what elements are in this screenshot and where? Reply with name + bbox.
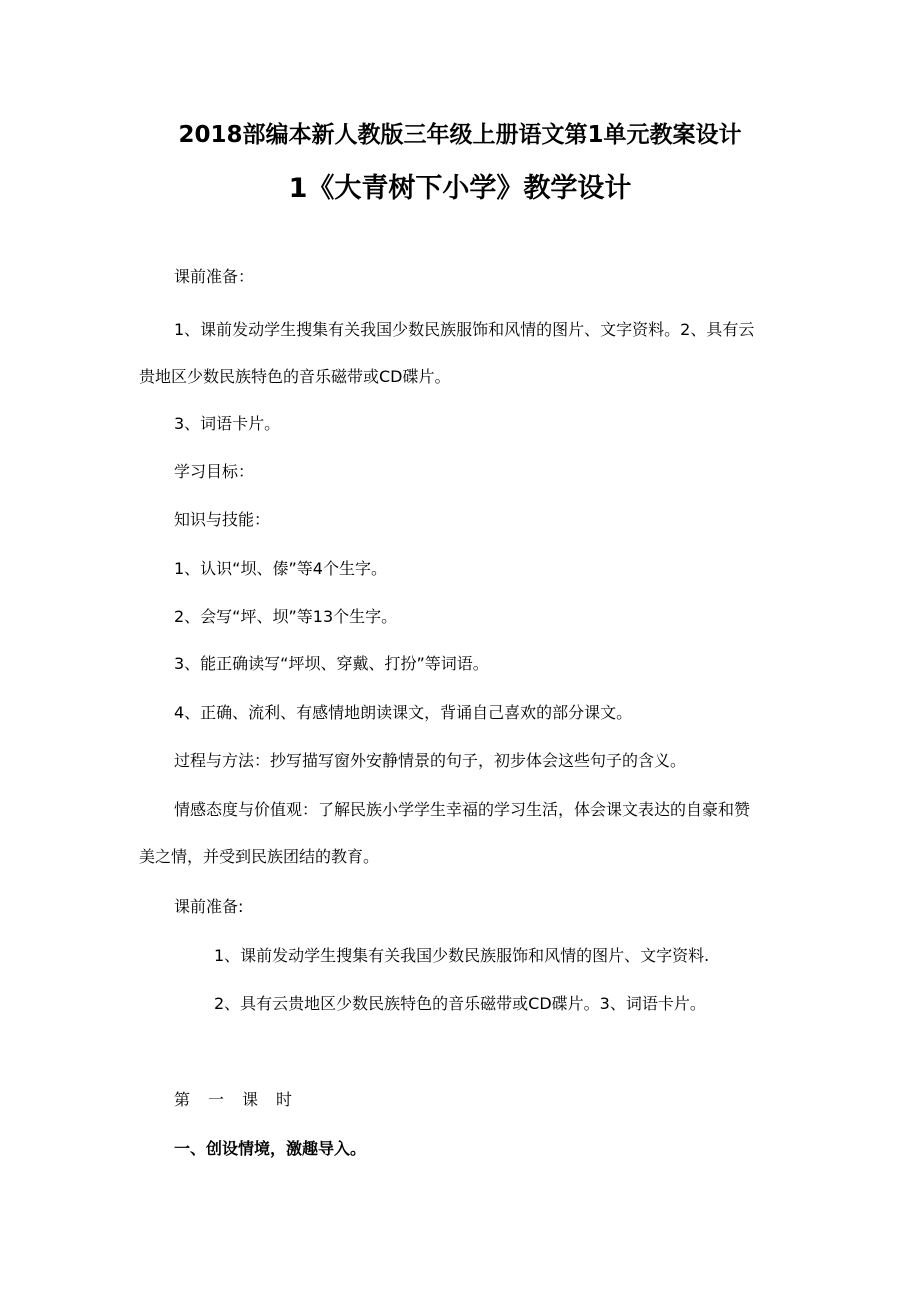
section-heading-preparation: 课前准备： [174, 267, 255, 286]
lesson-period-heading: 第一课时 [174, 1090, 311, 1109]
emotion-values-line: 美之情，并受到民族团结的教育。 [139, 847, 380, 866]
paragraph-line: 3、词语卡片。 [174, 414, 281, 433]
objective-item: 1、认识“坝、傣”等4个生字。 [174, 559, 387, 578]
process-method-line: 过程与方法：抄写描写窗外安静情景的句子，初步体会这些句子的含义。 [174, 751, 687, 770]
document-title: 2018部编本新人教版三年级上册语文第1单元教案设计 [178, 122, 742, 148]
objective-item: 2、会写“坪、坝”等13个生字。 [174, 607, 398, 626]
subheading-knowledge: 知识与技能： [174, 510, 271, 529]
emotion-values-line: 情感态度与价值观：了解民族小学学生幸福的学习生活，体会课文表达的自豪和赞 [174, 800, 751, 819]
preparation-item: 1、课前发动学生搜集有关我国少数民族服饰和风情的图片、文字资料. [214, 946, 710, 965]
paragraph-line: 1、课前发动学生搜集有关我国少数民族服饰和风情的图片、文字资料。2、具有云 [174, 320, 755, 339]
lesson-title: 1《大青树下小学》教学设计 [288, 173, 632, 204]
section-heading-preparation: 课前准备: [174, 897, 244, 916]
objective-item: 4、正确、流利、有感情地朗读课文，背诵自己喜欢的部分课文。 [174, 703, 633, 722]
paragraph-line: 贵地区少数民族特色的音乐磁带或CD碟片。 [139, 367, 451, 386]
step-heading: 一、创设情境，激趣导入。 [174, 1139, 367, 1158]
preparation-item: 2、具有云贵地区少数民族特色的音乐磁带或CD碟片。3、词语卡片。 [214, 994, 706, 1013]
section-heading-objectives: 学习目标： [174, 462, 255, 481]
objective-item: 3、能正确读写“坪坝、穿戴、打扮”等词语。 [174, 654, 489, 673]
